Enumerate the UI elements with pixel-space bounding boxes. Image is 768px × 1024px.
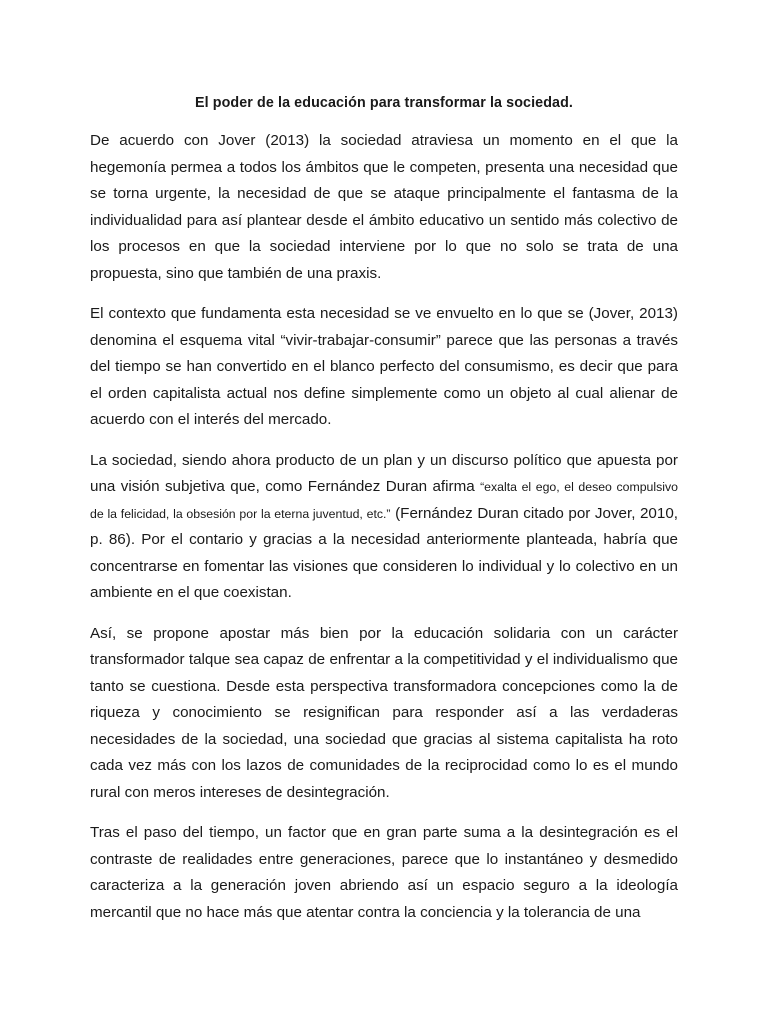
document-title: El poder de la educación para transformar la sociedad. [194,95,574,111]
paragraph-3 [90,448,678,607]
paragraph-2: El contexto que fundamenta esta necesidad se ve envuelto en lo que se (Jover, 2013) denomina el esquema vital “vivir-trabajar-consumir” parece que las personas a través del tiempo se han convertido en el blanco perfecto del consumismo, es decir que para el orden capitalista actual nos define simplemente como un objeto al cual alienar de acuerdo con el interés del mercado. [90,305,678,428]
paragraph-3-rest: (Fernández Duran citado por Jover, 2010, p. 86). Por el contario y gracias a la necesidad anteriormente planteada, habría que concentrarse en fomentar las visiones que consideren lo individual y lo colectivo en un ambiente en el que coexistan. [90,504,678,601]
paragraph-5: Tras el paso del tiempo, un factor que en gran parte suma a la desintegración es el contraste de realidades entre generaciones, parece que lo instantáneo y desmedido caracteriza a la generación joven abriendo así un espacio seguro a la ideología mercantil que no hace más que atentar contra la conciencia y la tolerancia de una [90,824,678,921]
paragraph-1: De acuerdo con Jover (2013) la sociedad atraviesa un momento en el que la hegemonía permea a todos los ámbitos que le competen, presenta una necesidad que se torna urgente, la necesidad de que se ataque principalmente el fantasma de la individualidad para así plantear desde el ámbito educativo un sentido más colectivo de los procesos en que la sociedad interviene por lo que no solo se trata de una propuesta, sino que también de una praxis. [90,132,678,282]
paragraph-4: Así, se propone apostar más bien por la educación solidaria con un carácter transformador talque sea capaz de enfrentar a la competitividad y el individualismo que tanto se cuestiona. Desde esta perspectiva transformadora concepciones como la de riqueza y conocimiento se resignifican para responder así a las verdaderas necesidades de la sociedad, una sociedad que gracias al sistema capitalista ha roto cada vez más con los lazos de comunidades de la reciprocidad como lo es el mundo rural con meros intereses de desintegración. [90,624,678,801]
paragraph-3-intro: La sociedad, siendo ahora producto de un plan y un discurso político que apuesta por una visión subjetiva que, como Fernández Duran afirma [90,451,678,495]
document-body [90,128,678,940]
paragraph-3-quote: “exalta el ego, el deseo compulsivo de la felicidad, la obsesión por la eterna juventud, etc.” [90,480,678,521]
